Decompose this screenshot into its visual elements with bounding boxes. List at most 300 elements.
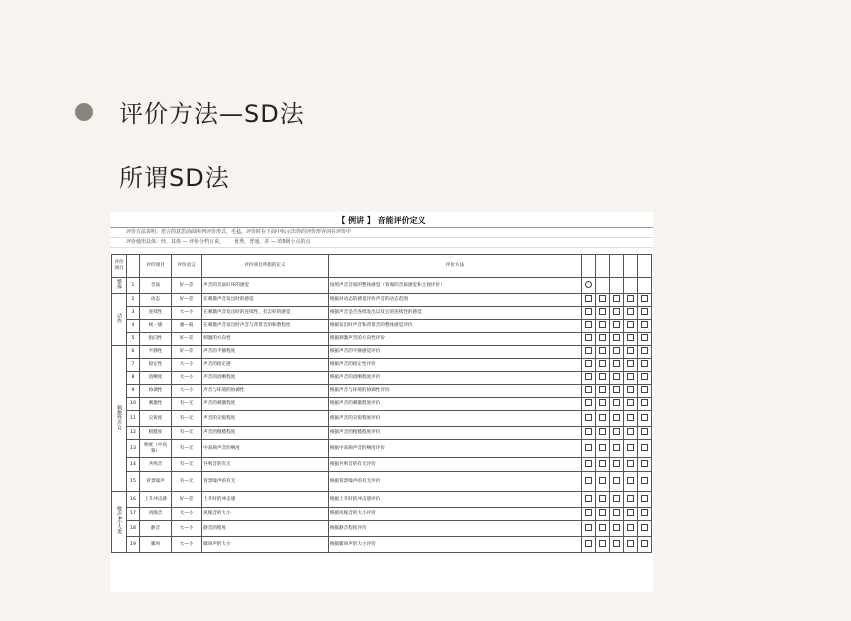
score-cell[interactable]: [624, 398, 638, 411]
checkbox-icon[interactable]: [599, 540, 606, 547]
checkbox-icon[interactable]: [585, 444, 592, 451]
cell-def: 共鸣音的有无: [202, 458, 329, 472]
group-label: [112, 346, 127, 492]
score-cell[interactable]: [596, 458, 610, 472]
cell-item: 上升冲击感: [139, 492, 171, 508]
cell-item: 平静性: [139, 346, 171, 359]
checkbox-icon[interactable]: [599, 373, 606, 380]
cell-lang: 大—小: [172, 307, 202, 320]
checkbox-icon[interactable]: [627, 399, 634, 406]
cell-lang: 有—无: [172, 472, 202, 492]
score-cell[interactable]: [610, 440, 624, 458]
checkbox-icon[interactable]: [599, 386, 606, 393]
cell-lang: 好—差: [172, 294, 202, 307]
score-cell[interactable]: [596, 492, 610, 508]
checkbox-icon[interactable]: [599, 399, 606, 406]
checkbox-icon[interactable]: [613, 509, 620, 516]
checkbox-icon[interactable]: [585, 428, 592, 435]
score-cell[interactable]: [596, 472, 610, 492]
cell-item: 稳定性: [139, 359, 171, 372]
cell-method: 按照声音音质的整体感觉（客观的音质感觉和主观评价）: [328, 278, 581, 294]
score-cell[interactable]: [610, 508, 624, 521]
checkbox-icon[interactable]: [641, 540, 648, 547]
score-cell[interactable]: [637, 385, 651, 398]
cell-item: 动态: [139, 294, 171, 307]
score-cell[interactable]: [624, 440, 638, 458]
group-label-text: 刺激性声音: [116, 404, 122, 430]
cell-no: 1: [127, 278, 140, 294]
checkbox-icon[interactable]: [613, 360, 620, 367]
cell-item: 音质: [139, 278, 171, 294]
group-label: [112, 278, 127, 294]
checkbox-icon[interactable]: [585, 509, 592, 516]
cell-no: 15: [127, 472, 140, 492]
cell-no: 18: [127, 521, 140, 537]
checkbox-icon[interactable]: [613, 460, 620, 467]
checkbox-icon[interactable]: [585, 373, 592, 380]
score-cell[interactable]: [637, 359, 651, 372]
cell-no: 13: [127, 440, 140, 458]
score-cell[interactable]: [610, 427, 624, 440]
table-header-row: [112, 255, 652, 278]
score-cell[interactable]: [596, 307, 610, 320]
checkbox-icon[interactable]: [613, 524, 620, 531]
score-cell[interactable]: [596, 346, 610, 359]
table-row: [112, 472, 652, 492]
cell-def: 中高频声音的响度: [202, 440, 329, 458]
score-cell[interactable]: [596, 294, 610, 307]
cell-method: 根据对动态的感觉评价声音的动态范围: [328, 294, 581, 307]
cell-no: 19: [127, 537, 140, 553]
checkbox-icon[interactable]: [613, 428, 620, 435]
score-cell[interactable]: [624, 521, 638, 537]
th-score-4: [624, 255, 638, 278]
checkbox-icon[interactable]: [641, 509, 648, 516]
score-cell[interactable]: [582, 537, 596, 553]
score-cell[interactable]: [624, 294, 638, 307]
score-cell[interactable]: [610, 346, 624, 359]
cell-method: 根据风噪音的大小评价: [328, 508, 581, 521]
cell-lang: 有—无: [172, 440, 202, 458]
cell-no: 8: [127, 372, 140, 385]
cell-no: 10: [127, 398, 140, 411]
checkbox-icon[interactable]: [599, 414, 606, 421]
checkbox-icon[interactable]: [627, 524, 634, 531]
score-cell[interactable]: [582, 333, 596, 346]
score-cell[interactable]: [637, 346, 651, 359]
checkbox-icon[interactable]: [599, 460, 606, 467]
cell-item: 啸叫: [139, 537, 171, 553]
score-cell[interactable]: [637, 278, 651, 294]
checkbox-icon[interactable]: [627, 334, 634, 341]
score-cell[interactable]: [624, 508, 638, 521]
cell-def: 声音的尖锐程度: [202, 411, 329, 427]
checkbox-icon[interactable]: [585, 321, 592, 328]
score-cell[interactable]: [637, 307, 651, 320]
score-cell[interactable]: [637, 294, 651, 307]
score-cell[interactable]: [596, 411, 610, 427]
score-cell[interactable]: [610, 521, 624, 537]
checkbox-icon[interactable]: [613, 540, 620, 547]
score-cell[interactable]: [596, 537, 610, 553]
score-cell[interactable]: [637, 411, 651, 427]
checkbox-icon[interactable]: [641, 373, 648, 380]
table-row: [112, 320, 652, 333]
score-cell[interactable]: [582, 398, 596, 411]
cell-method: 根据声音的稳定性评价: [328, 359, 581, 372]
score-cell[interactable]: [624, 320, 638, 333]
checkbox-icon[interactable]: [627, 460, 634, 467]
checkbox-icon[interactable]: [599, 428, 606, 435]
checkbox-icon[interactable]: [641, 524, 648, 531]
checkbox-icon[interactable]: [641, 360, 648, 367]
table-row: [112, 359, 652, 372]
score-cell[interactable]: [610, 472, 624, 492]
checkbox-icon[interactable]: [585, 540, 592, 547]
checkbox-icon[interactable]: [585, 460, 592, 467]
score-cell[interactable]: [582, 458, 596, 472]
checkbox-icon[interactable]: [641, 308, 648, 315]
score-cell[interactable]: [610, 537, 624, 553]
th-score-3: [610, 255, 624, 278]
doc-meta-line-2b: 优秀、普通、差 — 的5级小点的点: [234, 239, 311, 245]
cell-def: 声音的清晰程度: [202, 372, 329, 385]
cell-no: 12: [127, 427, 140, 440]
checkbox-icon[interactable]: [599, 321, 606, 328]
cell-lang: 有—无: [172, 411, 202, 427]
score-cell[interactable]: [582, 521, 596, 537]
score-cell[interactable]: [637, 440, 651, 458]
score-cell[interactable]: [582, 440, 596, 458]
score-cell[interactable]: [582, 508, 596, 521]
score-cell[interactable]: [624, 346, 638, 359]
cell-item: 指向性: [139, 333, 171, 346]
cell-def: 声音的刺激程度: [202, 398, 329, 411]
table-row: [112, 537, 652, 553]
checkbox-icon[interactable]: [641, 495, 648, 502]
score-cell[interactable]: [610, 333, 624, 346]
score-cell[interactable]: [624, 372, 638, 385]
checkbox-icon[interactable]: [627, 386, 634, 393]
group-label: [112, 294, 127, 346]
score-cell[interactable]: [624, 333, 638, 346]
th-score-1: [582, 255, 596, 278]
score-cell[interactable]: [624, 359, 638, 372]
checkbox-icon[interactable]: [613, 414, 620, 421]
score-cell[interactable]: [624, 411, 638, 427]
checkbox-icon[interactable]: [613, 334, 620, 341]
score-cell[interactable]: [596, 385, 610, 398]
score-cell[interactable]: [624, 537, 638, 553]
score-cell[interactable]: [637, 398, 651, 411]
checkbox-icon[interactable]: [627, 360, 634, 367]
cell-no: 2: [127, 294, 140, 307]
th-group: 评价项目: [112, 255, 127, 278]
score-cell[interactable]: [624, 458, 638, 472]
table-row: [112, 508, 652, 521]
score-cell[interactable]: [637, 492, 651, 508]
checkbox-icon[interactable]: [613, 373, 620, 380]
cell-method: 根据共鸣音的有无评价: [328, 458, 581, 472]
score-cell[interactable]: [637, 521, 651, 537]
cell-method: 根据声音是否连续发出以及它的连续性的感觉: [328, 307, 581, 320]
score-cell[interactable]: [637, 458, 651, 472]
table-row: [112, 333, 652, 346]
score-cell[interactable]: [610, 492, 624, 508]
circle-mark-icon[interactable]: [585, 281, 592, 288]
checkbox-icon[interactable]: [613, 308, 620, 315]
th-score-2: [596, 255, 610, 278]
checkbox-icon[interactable]: [613, 321, 620, 328]
score-cell[interactable]: [624, 427, 638, 440]
score-cell[interactable]: [610, 458, 624, 472]
checkbox-icon[interactable]: [613, 399, 620, 406]
cell-no: 9: [127, 385, 140, 398]
cell-def: 刺激的方向性: [202, 333, 329, 346]
table-row: [112, 440, 652, 458]
checkbox-icon[interactable]: [613, 477, 620, 484]
cell-item: 协调性: [139, 385, 171, 398]
cell-lang: 大—小: [172, 521, 202, 537]
score-cell[interactable]: [637, 333, 651, 346]
score-cell[interactable]: [596, 359, 610, 372]
score-cell[interactable]: [624, 492, 638, 508]
checkbox-icon[interactable]: [627, 428, 634, 435]
checkbox-icon[interactable]: [585, 386, 592, 393]
cell-def: 在刺激声音发出时声音与背景音的和谐程度: [202, 320, 329, 333]
score-cell[interactable]: [596, 427, 610, 440]
cell-item: 共鸣音: [139, 458, 171, 472]
cell-method: 根据啸叫声的大小评价: [328, 537, 581, 553]
checkbox-icon[interactable]: [627, 540, 634, 547]
th-def: 评价项目所指的定义: [202, 255, 329, 278]
cell-def: 风噪音的大小: [202, 508, 329, 521]
checkbox-icon[interactable]: [599, 509, 606, 516]
score-cell[interactable]: [582, 492, 596, 508]
cell-item: 连续性: [139, 307, 171, 320]
score-cell[interactable]: [637, 508, 651, 521]
checkbox-icon[interactable]: [627, 295, 634, 302]
checkbox-icon[interactable]: [585, 399, 592, 406]
score-cell[interactable]: [582, 307, 596, 320]
score-cell[interactable]: [582, 278, 596, 294]
checkbox-icon[interactable]: [585, 334, 592, 341]
th-score-5: [637, 255, 651, 278]
score-cell[interactable]: [596, 372, 610, 385]
checkbox-icon[interactable]: [599, 360, 606, 367]
score-cell[interactable]: [582, 372, 596, 385]
score-cell[interactable]: [637, 537, 651, 553]
cell-no: 11: [127, 411, 140, 427]
score-cell[interactable]: [610, 398, 624, 411]
checkbox-icon[interactable]: [585, 347, 592, 354]
group-label-text: 噪声4小大类: [116, 506, 122, 535]
score-cell[interactable]: [610, 411, 624, 427]
score-cell[interactable]: [596, 278, 610, 294]
score-cell[interactable]: [582, 472, 596, 492]
cell-method: 根据发出时声音和背景音的整体感觉评价: [328, 320, 581, 333]
checkbox-icon[interactable]: [599, 334, 606, 341]
cell-method: 根据声音的粗糙程度评价: [328, 427, 581, 440]
checkbox-icon[interactable]: [641, 460, 648, 467]
checkbox-icon[interactable]: [585, 360, 592, 367]
checkbox-icon[interactable]: [613, 386, 620, 393]
th-method: 评价方法: [328, 255, 581, 278]
score-cell[interactable]: [582, 385, 596, 398]
checkbox-icon[interactable]: [599, 495, 606, 502]
cell-item: 静音: [139, 521, 171, 537]
group-label-text: 整体: [116, 279, 122, 289]
score-cell[interactable]: [582, 411, 596, 427]
score-cell[interactable]: [637, 427, 651, 440]
score-cell[interactable]: [582, 359, 596, 372]
cell-lang: 好—差: [172, 333, 202, 346]
cell-lang: 有—无: [172, 427, 202, 440]
checkbox-icon[interactable]: [613, 347, 620, 354]
score-cell[interactable]: [637, 320, 651, 333]
checkbox-icon[interactable]: [599, 524, 606, 531]
checkbox-icon[interactable]: [641, 386, 648, 393]
checkbox-icon[interactable]: [613, 495, 620, 502]
checkbox-icon[interactable]: [627, 373, 634, 380]
table-row: [112, 294, 652, 307]
score-cell[interactable]: [582, 346, 596, 359]
checkbox-icon[interactable]: [585, 495, 592, 502]
score-cell[interactable]: [624, 307, 638, 320]
score-cell[interactable]: [624, 385, 638, 398]
score-cell[interactable]: [596, 398, 610, 411]
table-row: [112, 411, 652, 427]
cell-item: 背景噪声: [139, 472, 171, 492]
score-cell[interactable]: [596, 320, 610, 333]
checkbox-icon[interactable]: [627, 509, 634, 516]
checkbox-icon[interactable]: [585, 308, 592, 315]
cell-no: 6: [127, 346, 140, 359]
cell-def: 声音的粗糙程度: [202, 427, 329, 440]
score-cell[interactable]: [582, 427, 596, 440]
score-cell[interactable]: [610, 320, 624, 333]
checkbox-icon[interactable]: [641, 444, 648, 451]
score-cell[interactable]: [610, 294, 624, 307]
score-cell[interactable]: [610, 359, 624, 372]
checkbox-icon[interactable]: [627, 347, 634, 354]
cell-no: 4: [127, 320, 140, 333]
checkbox-icon[interactable]: [585, 414, 592, 421]
checkbox-icon[interactable]: [641, 347, 648, 354]
cell-lang: 有—无: [172, 398, 202, 411]
th-item: 评价项目: [139, 255, 171, 278]
score-cell[interactable]: [596, 333, 610, 346]
doc-meta-line-2: [110, 238, 653, 248]
cell-item: 响度（中高频）: [139, 440, 171, 458]
checkbox-icon[interactable]: [627, 477, 634, 484]
doc-meta-line-2a: 评价使用具体：经，其体 — 评价分档言说，: [126, 239, 225, 245]
checkbox-icon[interactable]: [627, 321, 634, 328]
checkbox-icon[interactable]: [627, 308, 634, 315]
checkbox-icon[interactable]: [641, 414, 648, 421]
cell-lang: 强—弱: [172, 320, 202, 333]
checkbox-icon[interactable]: [613, 295, 620, 302]
score-cell[interactable]: [582, 320, 596, 333]
group-label: [112, 492, 127, 553]
checkbox-icon[interactable]: [641, 399, 648, 406]
score-cell[interactable]: [596, 440, 610, 458]
table-row: [112, 521, 652, 537]
checkbox-icon[interactable]: [641, 321, 648, 328]
score-cell[interactable]: [582, 294, 596, 307]
slide-heading: 评价方法—SD法: [119, 100, 305, 128]
table-row: [112, 427, 652, 440]
checkbox-icon[interactable]: [599, 477, 606, 484]
cell-lang: 大—小: [172, 385, 202, 398]
checkbox-icon[interactable]: [627, 414, 634, 421]
doc-title: 【 例讲 】 音能评价定义: [110, 212, 653, 228]
cell-def: 背景噪声的有无: [202, 472, 329, 492]
checkbox-icon[interactable]: [641, 295, 648, 302]
score-cell[interactable]: [596, 521, 610, 537]
score-cell[interactable]: [624, 278, 638, 294]
score-cell[interactable]: [637, 372, 651, 385]
table-row: [112, 346, 652, 359]
cell-def: 声音与环境的协调性: [202, 385, 329, 398]
checkbox-icon[interactable]: [599, 444, 606, 451]
checkbox-icon[interactable]: [599, 308, 606, 315]
cell-method: 根据上升时的冲击感评价: [328, 492, 581, 508]
cell-method: 根据静音程度评价: [328, 521, 581, 537]
score-cell[interactable]: [610, 307, 624, 320]
evaluation-document-image: [110, 212, 653, 592]
cell-lang: 好—差: [172, 492, 202, 508]
score-cell[interactable]: [637, 472, 651, 492]
score-cell[interactable]: [596, 508, 610, 521]
cell-lang: 有—无: [172, 458, 202, 472]
score-cell[interactable]: [610, 385, 624, 398]
cell-method: 根据声音与环境的协调性评价: [328, 385, 581, 398]
cell-item: 清晰度: [139, 372, 171, 385]
checkbox-icon[interactable]: [613, 444, 620, 451]
checkbox-icon[interactable]: [585, 524, 592, 531]
checkbox-icon[interactable]: [599, 347, 606, 354]
checkbox-icon[interactable]: [641, 428, 648, 435]
cell-no: 7: [127, 359, 140, 372]
score-cell[interactable]: [610, 372, 624, 385]
checkbox-icon[interactable]: [585, 295, 592, 302]
table-row: [112, 398, 652, 411]
cell-def: 声音的平静程度: [202, 346, 329, 359]
cell-no: 16: [127, 492, 140, 508]
table-row: [112, 458, 652, 472]
score-cell[interactable]: [610, 278, 624, 294]
checkbox-icon[interactable]: [599, 295, 606, 302]
checkbox-icon[interactable]: [641, 334, 648, 341]
cell-item: 刺激性: [139, 398, 171, 411]
score-cell[interactable]: [624, 472, 638, 492]
checkbox-icon[interactable]: [627, 495, 634, 502]
cell-item: 统一感: [139, 320, 171, 333]
evaluation-table: [111, 254, 652, 553]
cell-no: 14: [127, 458, 140, 472]
checkbox-icon[interactable]: [585, 477, 592, 484]
bullet-row: [75, 94, 305, 129]
checkbox-icon[interactable]: [641, 477, 648, 484]
cell-no: 17: [127, 508, 140, 521]
group-label-text: 动作: [116, 313, 122, 323]
checkbox-icon[interactable]: [627, 444, 634, 451]
cell-def: 在刺激声音发出时的连续性、有怎样的感觉: [202, 307, 329, 320]
cell-method: 根据刺激声音的方向性评价: [328, 333, 581, 346]
table-row: [112, 278, 652, 294]
bullet-dot-icon: [75, 103, 93, 121]
